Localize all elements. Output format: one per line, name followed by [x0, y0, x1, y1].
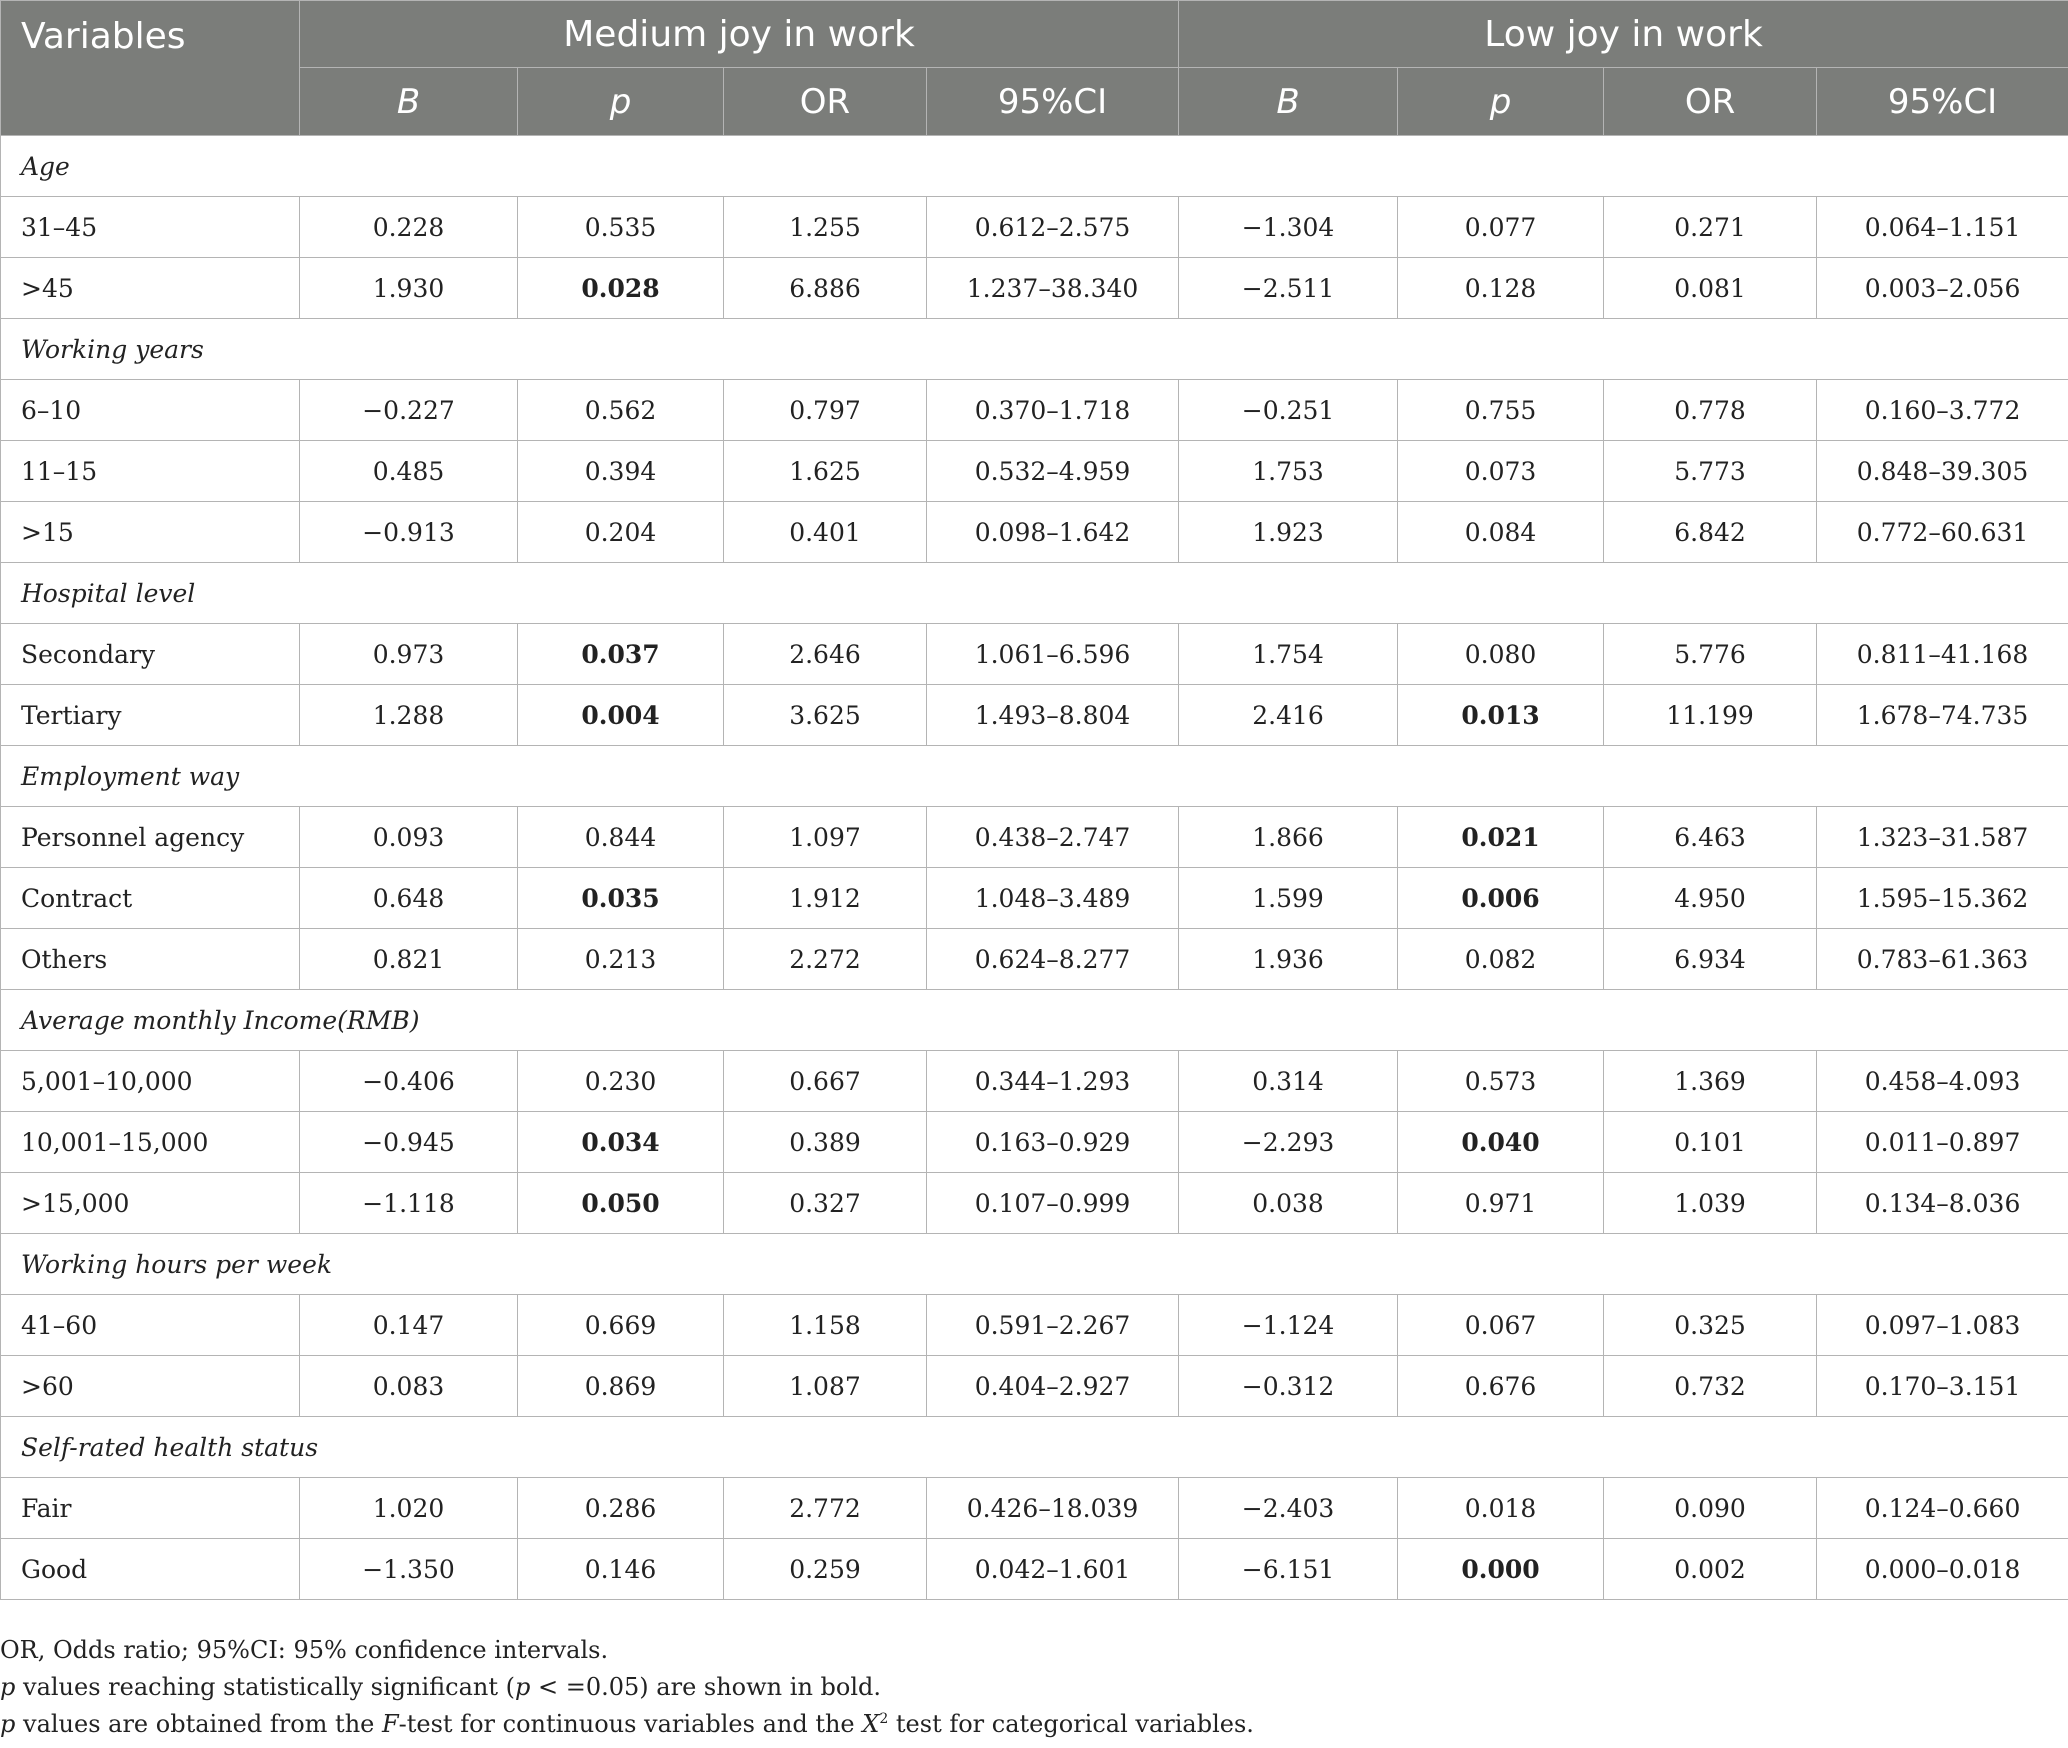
table-cell: 0.064–1.151 [1817, 197, 2068, 258]
header-b: B [1179, 68, 1398, 136]
table-cell: −0.406 [300, 1051, 518, 1112]
table-cell: 0.147 [300, 1295, 518, 1356]
table-cell: 1.595–15.362 [1817, 868, 2068, 929]
section-label: Average monthly Income(RMB) [1, 990, 2068, 1051]
table-cell: 0.083 [300, 1356, 518, 1417]
table-row [1, 1356, 2068, 1417]
row-label: >15 [1, 502, 300, 563]
table-cell: 3.625 [724, 685, 927, 746]
table-cell: 0.034 [518, 1112, 724, 1173]
row-label: Good [1, 1539, 300, 1600]
table-row [1, 868, 2068, 929]
table-cell: 0.028 [518, 258, 724, 319]
table-cell: 0.485 [300, 441, 518, 502]
table-row [1, 1478, 2068, 1539]
table-cell: 0.101 [1604, 1112, 1817, 1173]
header-variables: Variables [1, 1, 300, 136]
table-cell: 0.573 [1398, 1051, 1604, 1112]
table-cell: 1.625 [724, 441, 927, 502]
table-cell: 1.288 [300, 685, 518, 746]
table-cell: 0.080 [1398, 624, 1604, 685]
table-cell: −0.945 [300, 1112, 518, 1173]
table-cell: 0.535 [518, 197, 724, 258]
section-row [1, 319, 2068, 380]
table-cell: 0.783–61.363 [1817, 929, 2068, 990]
table-cell: 0.394 [518, 441, 724, 502]
table-cell: 0.081 [1604, 258, 1817, 319]
header-group-medium: Medium joy in work [300, 1, 1179, 68]
table-cell: 1.323–31.587 [1817, 807, 2068, 868]
table-cell: 0.811–41.168 [1817, 624, 2068, 685]
table-cell: 0.755 [1398, 380, 1604, 441]
table-cell: 0.591–2.267 [927, 1295, 1179, 1356]
table-cell: 1.930 [300, 258, 518, 319]
table-cell: 6.886 [724, 258, 927, 319]
table-cell: −0.913 [300, 502, 518, 563]
table-cell: 0.624–8.277 [927, 929, 1179, 990]
table-cell: 0.077 [1398, 197, 1604, 258]
row-label: 5,001–10,000 [1, 1051, 300, 1112]
table-cell: 0.667 [724, 1051, 927, 1112]
table-cell: 1.753 [1179, 441, 1398, 502]
table-cell: 0.000 [1398, 1539, 1604, 1600]
table-cell: 0.013 [1398, 685, 1604, 746]
row-label: 10,001–15,000 [1, 1112, 300, 1173]
table-row [1, 197, 2068, 258]
footnote-tests: p values are obtained from the F-test for continuous variables and the $X^2$ test for categorical variables. [0, 1710, 1254, 1738]
table-cell: 0.082 [1398, 929, 1604, 990]
table-cell: 5.773 [1604, 441, 1817, 502]
table-cell: 0.259 [724, 1539, 927, 1600]
table-cell: 1.678–74.735 [1817, 685, 2068, 746]
table-cell: 0.038 [1179, 1173, 1398, 1234]
table-cell: 1.237–38.340 [927, 258, 1179, 319]
table-cell: 0.090 [1604, 1478, 1817, 1539]
table-row [1, 1112, 2068, 1173]
table-cell: 1.255 [724, 197, 927, 258]
table-cell: 0.160–3.772 [1817, 380, 2068, 441]
row-label: >60 [1, 1356, 300, 1417]
section-label: Age [1, 136, 2068, 197]
table-cell: 1.020 [300, 1478, 518, 1539]
table-row [1, 1051, 2068, 1112]
table-cell: 1.158 [724, 1295, 927, 1356]
table-body [1, 136, 2068, 1600]
section-row [1, 990, 2068, 1051]
table-cell: 0.011–0.897 [1817, 1112, 2068, 1173]
table-cell: −1.304 [1179, 197, 1398, 258]
section-row [1, 563, 2068, 624]
table-cell: 0.612–2.575 [927, 197, 1179, 258]
header-p: p [1398, 68, 1604, 136]
table-cell: 0.073 [1398, 441, 1604, 502]
table-row [1, 441, 2068, 502]
table-cell: 0.146 [518, 1539, 724, 1600]
table-cell: −1.118 [300, 1173, 518, 1234]
row-label: Contract [1, 868, 300, 929]
table-cell: 0.124–0.660 [1817, 1478, 2068, 1539]
table-row [1, 1539, 2068, 1600]
table-cell: 6.934 [1604, 929, 1817, 990]
header-ci: 95%CI [927, 68, 1179, 136]
table-cell: 0.848–39.305 [1817, 441, 2068, 502]
table-cell: 0.000–0.018 [1817, 1539, 2068, 1600]
table-cell: −0.251 [1179, 380, 1398, 441]
table-cell: 0.797 [724, 380, 927, 441]
table-cell: 2.416 [1179, 685, 1398, 746]
table-cell: 0.389 [724, 1112, 927, 1173]
footnote-significance: p values reaching statistically significant (p < =0.05) are shown in bold. [0, 1673, 882, 1701]
table-cell: 0.562 [518, 380, 724, 441]
table-cell: 0.004 [518, 685, 724, 746]
table-cell: 1.936 [1179, 929, 1398, 990]
table-cell: 0.732 [1604, 1356, 1817, 1417]
table-cell: 0.676 [1398, 1356, 1604, 1417]
table-cell: 11.199 [1604, 685, 1817, 746]
table-cell: −1.124 [1179, 1295, 1398, 1356]
header-group-low: Low joy in work [1179, 1, 2068, 68]
section-row [1, 136, 2068, 197]
table-row [1, 502, 2068, 563]
table-cell: 0.314 [1179, 1051, 1398, 1112]
table-cell: 4.950 [1604, 868, 1817, 929]
table-cell: 0.370–1.718 [927, 380, 1179, 441]
table-cell: 1.923 [1179, 502, 1398, 563]
table-footnotes [0, 1632, 2068, 1743]
header-ci: 95%CI [1817, 68, 2068, 136]
table-row [1, 258, 2068, 319]
table-cell: 0.163–0.929 [927, 1112, 1179, 1173]
table-cell: 1.061–6.596 [927, 624, 1179, 685]
row-label: 31–45 [1, 197, 300, 258]
table-cell: 0.204 [518, 502, 724, 563]
table-cell: 0.772–60.631 [1817, 502, 2068, 563]
table-cell: 1.754 [1179, 624, 1398, 685]
table-cell: 0.973 [300, 624, 518, 685]
table-row [1, 380, 2068, 441]
table-cell: 1.369 [1604, 1051, 1817, 1112]
section-label: Hospital level [1, 563, 2068, 624]
table-cell: −1.350 [300, 1539, 518, 1600]
table-cell: −2.511 [1179, 258, 1398, 319]
table-cell: 0.778 [1604, 380, 1817, 441]
table-cell: 0.021 [1398, 807, 1604, 868]
header-row-subcolumns [1, 68, 2068, 136]
table-cell: 0.040 [1398, 1112, 1604, 1173]
row-label: Others [1, 929, 300, 990]
table-cell: 0.042–1.601 [927, 1539, 1179, 1600]
table-cell: 0.327 [724, 1173, 927, 1234]
table-cell: 1.493–8.804 [927, 685, 1179, 746]
table-cell: 0.134–8.036 [1817, 1173, 2068, 1234]
table-cell: 1.087 [724, 1356, 927, 1417]
table-cell: 1.599 [1179, 868, 1398, 929]
table-cell: 0.648 [300, 868, 518, 929]
table-cell: 0.037 [518, 624, 724, 685]
row-label: 6–10 [1, 380, 300, 441]
table-cell: −2.403 [1179, 1478, 1398, 1539]
row-label: >15,000 [1, 1173, 300, 1234]
table-cell: 0.170–3.151 [1817, 1356, 2068, 1417]
table-cell: 0.213 [518, 929, 724, 990]
table-cell: 1.039 [1604, 1173, 1817, 1234]
table-cell: 6.842 [1604, 502, 1817, 563]
table-cell: 0.002 [1604, 1539, 1817, 1600]
row-label: >45 [1, 258, 300, 319]
table-cell: 0.971 [1398, 1173, 1604, 1234]
row-label: Secondary [1, 624, 300, 685]
section-label: Employment way [1, 746, 2068, 807]
table-row [1, 1295, 2068, 1356]
table-cell: 0.067 [1398, 1295, 1604, 1356]
row-label: 41–60 [1, 1295, 300, 1356]
table-cell: −0.227 [300, 380, 518, 441]
section-label: Self-rated health status [1, 1417, 2068, 1478]
table-cell: 0.401 [724, 502, 927, 563]
table-cell: 2.272 [724, 929, 927, 990]
header-b: B [300, 68, 518, 136]
table-cell: 0.018 [1398, 1478, 1604, 1539]
table-cell: 0.325 [1604, 1295, 1817, 1356]
table-cell: 0.844 [518, 807, 724, 868]
table-row [1, 929, 2068, 990]
table-cell: 0.107–0.999 [927, 1173, 1179, 1234]
section-row [1, 1417, 2068, 1478]
table-cell: 2.772 [724, 1478, 927, 1539]
row-label: Tertiary [1, 685, 300, 746]
table-cell: 0.035 [518, 868, 724, 929]
header-row-groups [1, 1, 2068, 68]
table-cell: 0.438–2.747 [927, 807, 1179, 868]
row-label: Fair [1, 1478, 300, 1539]
table-cell: 0.458–4.093 [1817, 1051, 2068, 1112]
table-cell: −0.312 [1179, 1356, 1398, 1417]
row-label: Personnel agency [1, 807, 300, 868]
table-cell: 0.050 [518, 1173, 724, 1234]
table-cell: 0.271 [1604, 197, 1817, 258]
table-cell: 0.228 [300, 197, 518, 258]
table-cell: 5.776 [1604, 624, 1817, 685]
table-cell: 0.669 [518, 1295, 724, 1356]
table-cell: 0.128 [1398, 258, 1604, 319]
header-or: OR [1604, 68, 1817, 136]
section-label: Working hours per week [1, 1234, 2068, 1295]
section-row [1, 1234, 2068, 1295]
table-cell: 0.006 [1398, 868, 1604, 929]
table-row [1, 624, 2068, 685]
table-cell: 0.344–1.293 [927, 1051, 1179, 1112]
table-cell: 0.532–4.959 [927, 441, 1179, 502]
header-or: OR [724, 68, 927, 136]
footnote-abbreviations: OR, Odds ratio; 95%CI: 95% confidence intervals. [0, 1636, 609, 1664]
table-cell: 0.097–1.083 [1817, 1295, 2068, 1356]
header-p: p [518, 68, 724, 136]
table-row [1, 807, 2068, 868]
table-cell: 0.084 [1398, 502, 1604, 563]
table-cell: 1.866 [1179, 807, 1398, 868]
section-row [1, 746, 2068, 807]
table-cell: 0.093 [300, 807, 518, 868]
table-cell: 0.098–1.642 [927, 502, 1179, 563]
table-cell: 0.869 [518, 1356, 724, 1417]
table-cell: 1.097 [724, 807, 927, 868]
table-cell: 2.646 [724, 624, 927, 685]
table-cell: 0.286 [518, 1478, 724, 1539]
section-label: Working years [1, 319, 2068, 380]
table-cell: 0.003–2.056 [1817, 258, 2068, 319]
table-cell: 0.821 [300, 929, 518, 990]
table-cell: 0.404–2.927 [927, 1356, 1179, 1417]
table-cell: −2.293 [1179, 1112, 1398, 1173]
table-cell: −6.151 [1179, 1539, 1398, 1600]
table-cell: 1.048–3.489 [927, 868, 1179, 929]
table-cell: 0.426–18.039 [927, 1478, 1179, 1539]
table-row [1, 685, 2068, 746]
table-row [1, 1173, 2068, 1234]
table-cell: 1.912 [724, 868, 927, 929]
table-cell: 0.230 [518, 1051, 724, 1112]
row-label: 11–15 [1, 441, 300, 502]
table-cell: 6.463 [1604, 807, 1817, 868]
